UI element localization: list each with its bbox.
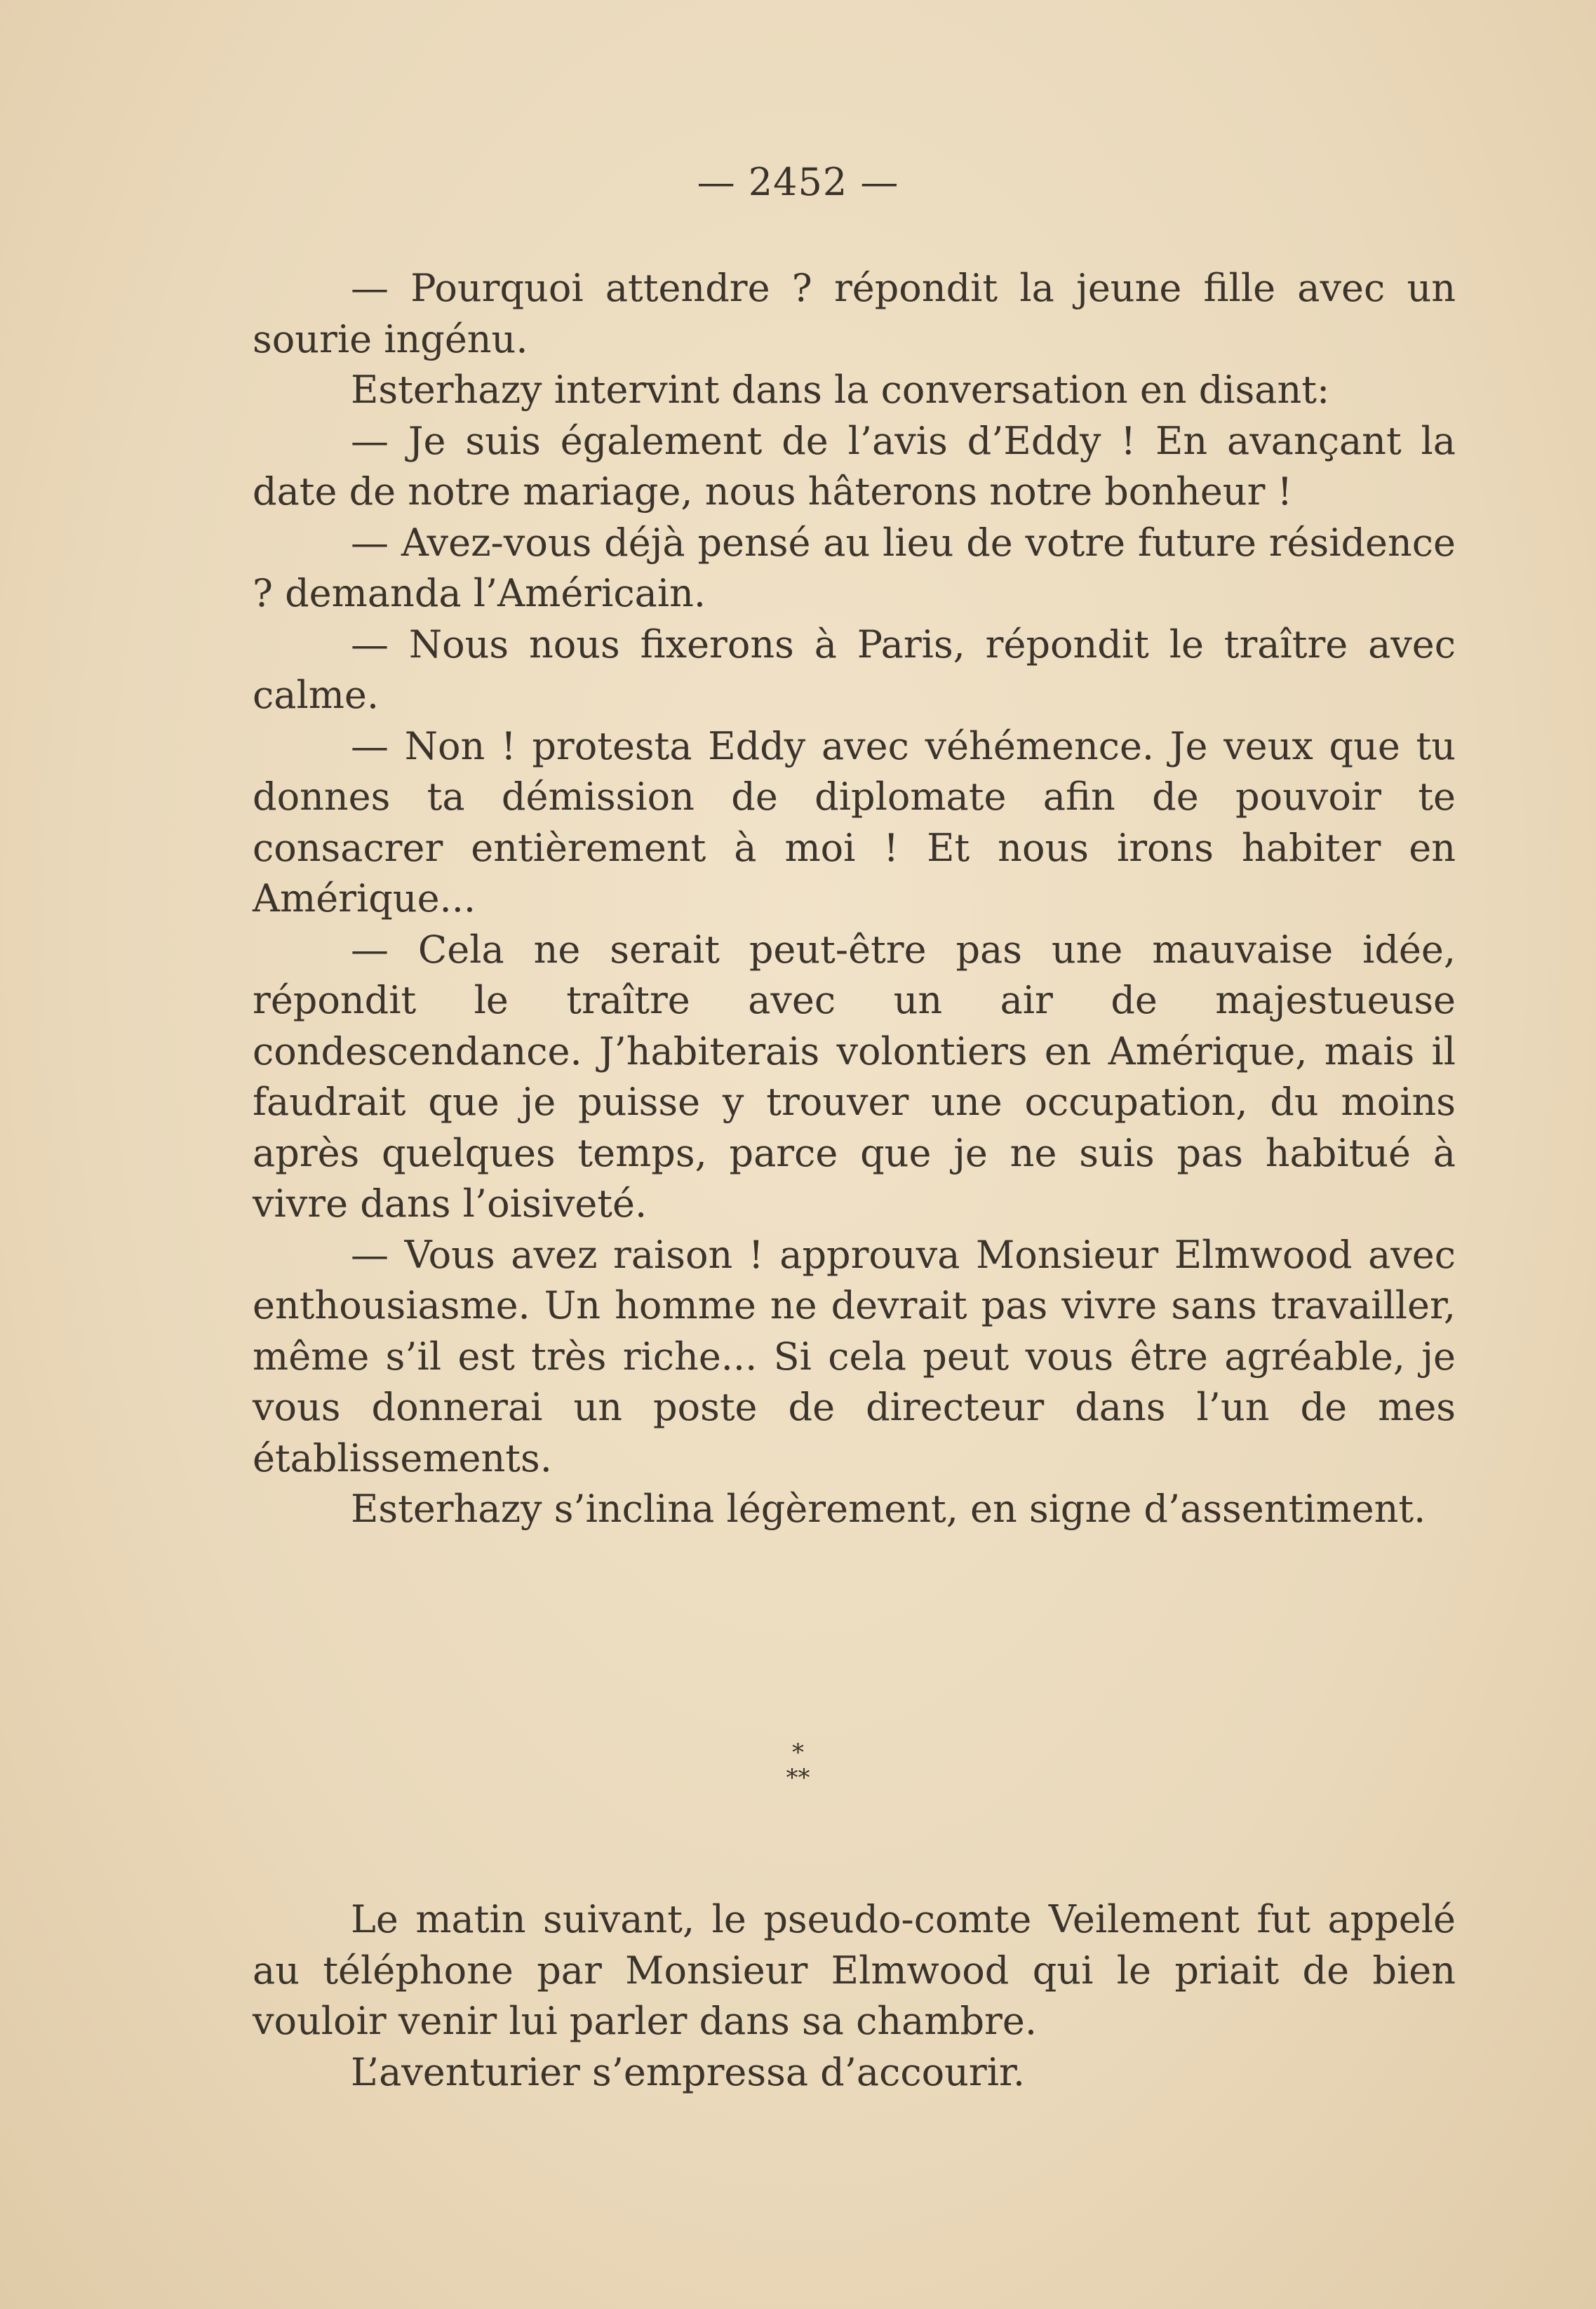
page-number: — 2452 —	[697, 160, 899, 204]
paragraph: — Avez-vous déjà pensé au lieu de votre future résidence ? demanda l’Américain.	[253, 520, 1456, 615]
section-separator	[0, 1740, 1596, 1791]
paragraph: L’aventurier s’empressa d’accourir.	[351, 2049, 1026, 2094]
paragraph: Le matin suivant, le pseudo-comte Veilement fut appelé au téléphone par Monsieur Elmwood qui le priait de bien vouloir venir lui parler dans sa chambre.	[253, 1897, 1456, 2043]
paragraph: Esterhazy intervint dans la conversation en disant:	[351, 368, 1330, 412]
main-text	[253, 263, 1456, 1535]
paragraph: — Cela ne serait peut-être pas une mauvaise idée, répondit le traître avec un air de majestueuse condescendance. J’habiterais volontiers en Amérique, mais il faudrait que je puisse y trouver une occupation, du moins après quelques temps, parce que je ne suis pas habitué à vivre dans l’oisiveté.	[253, 927, 1456, 1226]
paragraph: Esterhazy s’inclina légèrement, en signe d’assentiment.	[351, 1487, 1426, 1531]
paragraph: — Pourquoi attendre ? répondit la jeune fille avec un sourie ingénu.	[253, 266, 1456, 361]
separator-asterisk-top: *	[792, 1739, 804, 1767]
paragraph: — Non ! protesta Eddy avec véhémence. Je veux que tu donnes ta démission de diplomate afin de pouvoir te consacrer entièrement à moi ! Et nous irons habiter en Amérique...	[253, 723, 1456, 921]
paragraph: — Nous nous fixerons à Paris, répondit le traître avec calme.	[253, 622, 1456, 717]
paragraph: — Vous avez raison ! approuva Monsieur Elmwood avec enthousiasme. Un homme ne devrait pas vivre sans travailler, même s’il est très riche... Si cela peut vous être agréable, je vous donnerai un poste de directeur dans l’un de mes établissements.	[253, 1232, 1456, 1480]
paragraph: — Je suis également de l’avis d’Eddy ! En avançant la date de notre mariage, nous hâterons notre bonheur !	[253, 418, 1456, 514]
separator-asterisk-bottom: **	[786, 1764, 810, 1792]
closing-text	[253, 1894, 1456, 2098]
